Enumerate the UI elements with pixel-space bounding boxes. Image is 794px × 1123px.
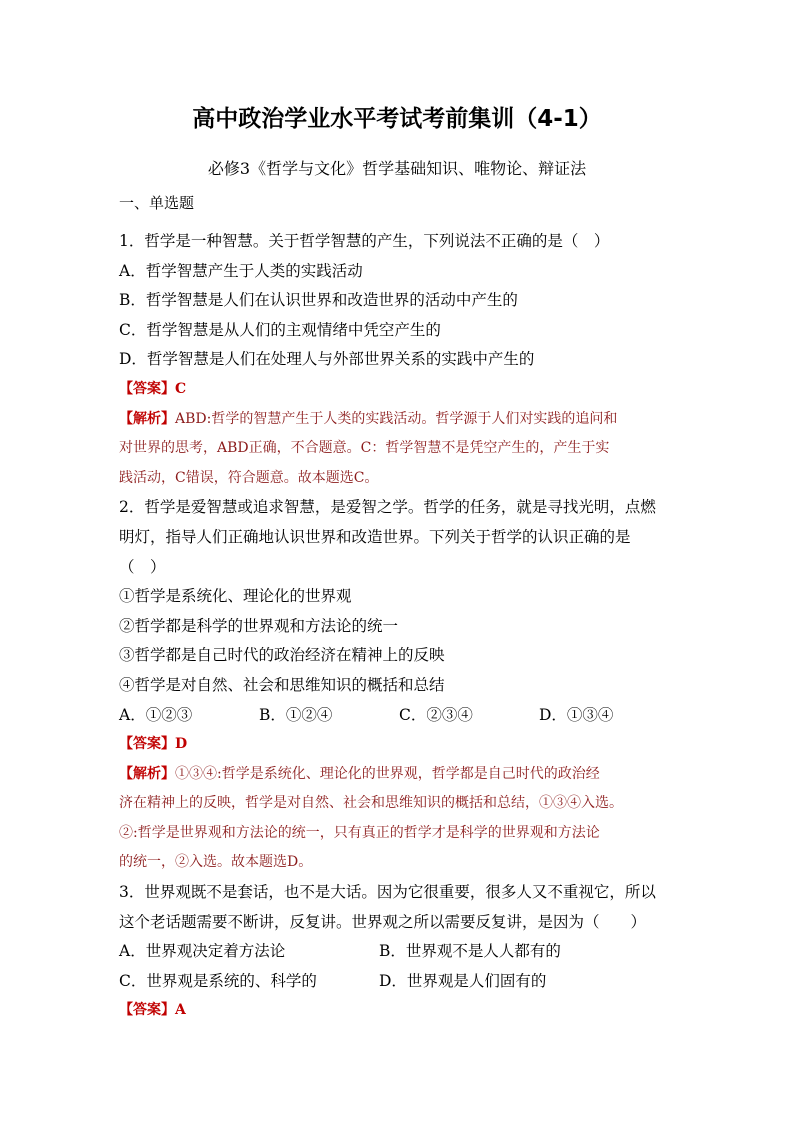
- analysis-block: [119, 760, 689, 878]
- statement-1: ①哲学是系统化、理论化的世界观: [119, 587, 352, 606]
- answer-line: [119, 730, 689, 760]
- answer-value: C: [175, 380, 187, 397]
- page-subtitle: 必修3《哲学与文化》哲学基础知识、唯物论、辩证法: [207, 159, 587, 178]
- question-1: [119, 227, 689, 493]
- answer-tag: 【答案】: [119, 736, 175, 753]
- option-a: A．哲学智慧产生于人类的实践活动: [119, 261, 363, 280]
- question-stem: 1．哲学是一种智慧。关于哲学智慧的产生，下列说法不正确的是（ ）: [119, 232, 610, 250]
- page-title: 高中政治学业水平考试考前集训（4-1）: [192, 106, 602, 132]
- question-stem-line: 明灯，指导人们正确地认识世界和改造世界。下列关于哲学的认识正确的是: [119, 527, 631, 546]
- analysis-line: ②:哲学是世界观和方法论的统一，只有真正的哲学才是科学的世界观和方法论: [119, 824, 600, 841]
- question-list: [119, 227, 689, 1026]
- option-a: A．①②③: [119, 705, 193, 724]
- analysis-line: 的统一，②入选。故本题选D。: [119, 854, 313, 871]
- answer-line: [119, 375, 689, 405]
- question-stem-line: （ ）: [119, 557, 166, 576]
- analysis-line: ①③④:哲学是系统化、理论化的世界观，哲学都是自己时代的政治经: [175, 765, 600, 782]
- answer-tag: 【答案】: [119, 380, 175, 397]
- options-row: [119, 967, 689, 997]
- statement-2: ②哲学都是科学的世界观和方法论的统一: [119, 616, 399, 635]
- analysis-tag: 【解析】: [119, 765, 175, 782]
- answer-value: A: [175, 1002, 186, 1019]
- answer-tag: 【答案】: [119, 1002, 175, 1019]
- option-c: C．哲学智慧是从人们的主观情绪中凭空产生的: [119, 320, 441, 339]
- question-stem-line: 这个老话题需要不断讲，反复讲。世界观之所以需要反复讲，是因为（ ）: [119, 912, 647, 931]
- section-heading: 一、单选题: [119, 194, 195, 212]
- option-c: C．②③④: [399, 705, 473, 724]
- option-d: D．哲学智慧是人们在处理人与外部世界关系的实践中产生的: [119, 350, 535, 369]
- analysis-block: [119, 405, 689, 494]
- analysis-tag: 【解析】: [119, 410, 175, 427]
- option-b: B．世界观不是人人都有的: [379, 942, 561, 961]
- question-stem-line: 2．哲学是爱智慧或追求智慧，是爱智之学。哲学的任务，就是寻找光明，点燃: [119, 498, 656, 517]
- question-stem-line: 3．世界观既不是套话，也不是大话。因为它很重要，很多人又不重视它，所以: [119, 883, 656, 902]
- question-3: [119, 878, 689, 1026]
- statement-3: ③哲学都是自己时代的政治经济在精神上的反映: [119, 646, 445, 665]
- option-d: D．①③④: [539, 705, 614, 724]
- options-row: [119, 937, 689, 967]
- option-b: B．①②④: [259, 705, 333, 724]
- statement-4: ④哲学是对自然、社会和思维知识的概括和总结: [119, 675, 445, 694]
- analysis-line: 对世界的思考，ABD正确，不合题意。C：哲学智慧不是凭空产生的，产生于实: [119, 440, 610, 457]
- analysis-line: ABD:哲学的智慧产生于人类的实践活动。哲学源于人们对实践的追问和: [175, 410, 618, 427]
- question-2: [119, 493, 689, 878]
- analysis-line: 济在精神上的反映，哲学是对自然、社会和思维知识的概括和总结，①③④入选。: [119, 795, 623, 812]
- answer-line: [119, 996, 689, 1026]
- option-a: A．世界观决定着方法论: [119, 942, 286, 961]
- option-b: B．哲学智慧是人们在认识世界和改造世界的活动中产生的: [119, 291, 518, 310]
- options-row: [119, 701, 689, 731]
- option-d: D．世界观是人们固有的: [379, 971, 547, 990]
- answer-value: D: [175, 736, 188, 753]
- option-c: C．世界观是系统的、科学的: [119, 971, 317, 990]
- analysis-line: 践活动，C错误，符合题意。故本题选C。: [119, 469, 379, 486]
